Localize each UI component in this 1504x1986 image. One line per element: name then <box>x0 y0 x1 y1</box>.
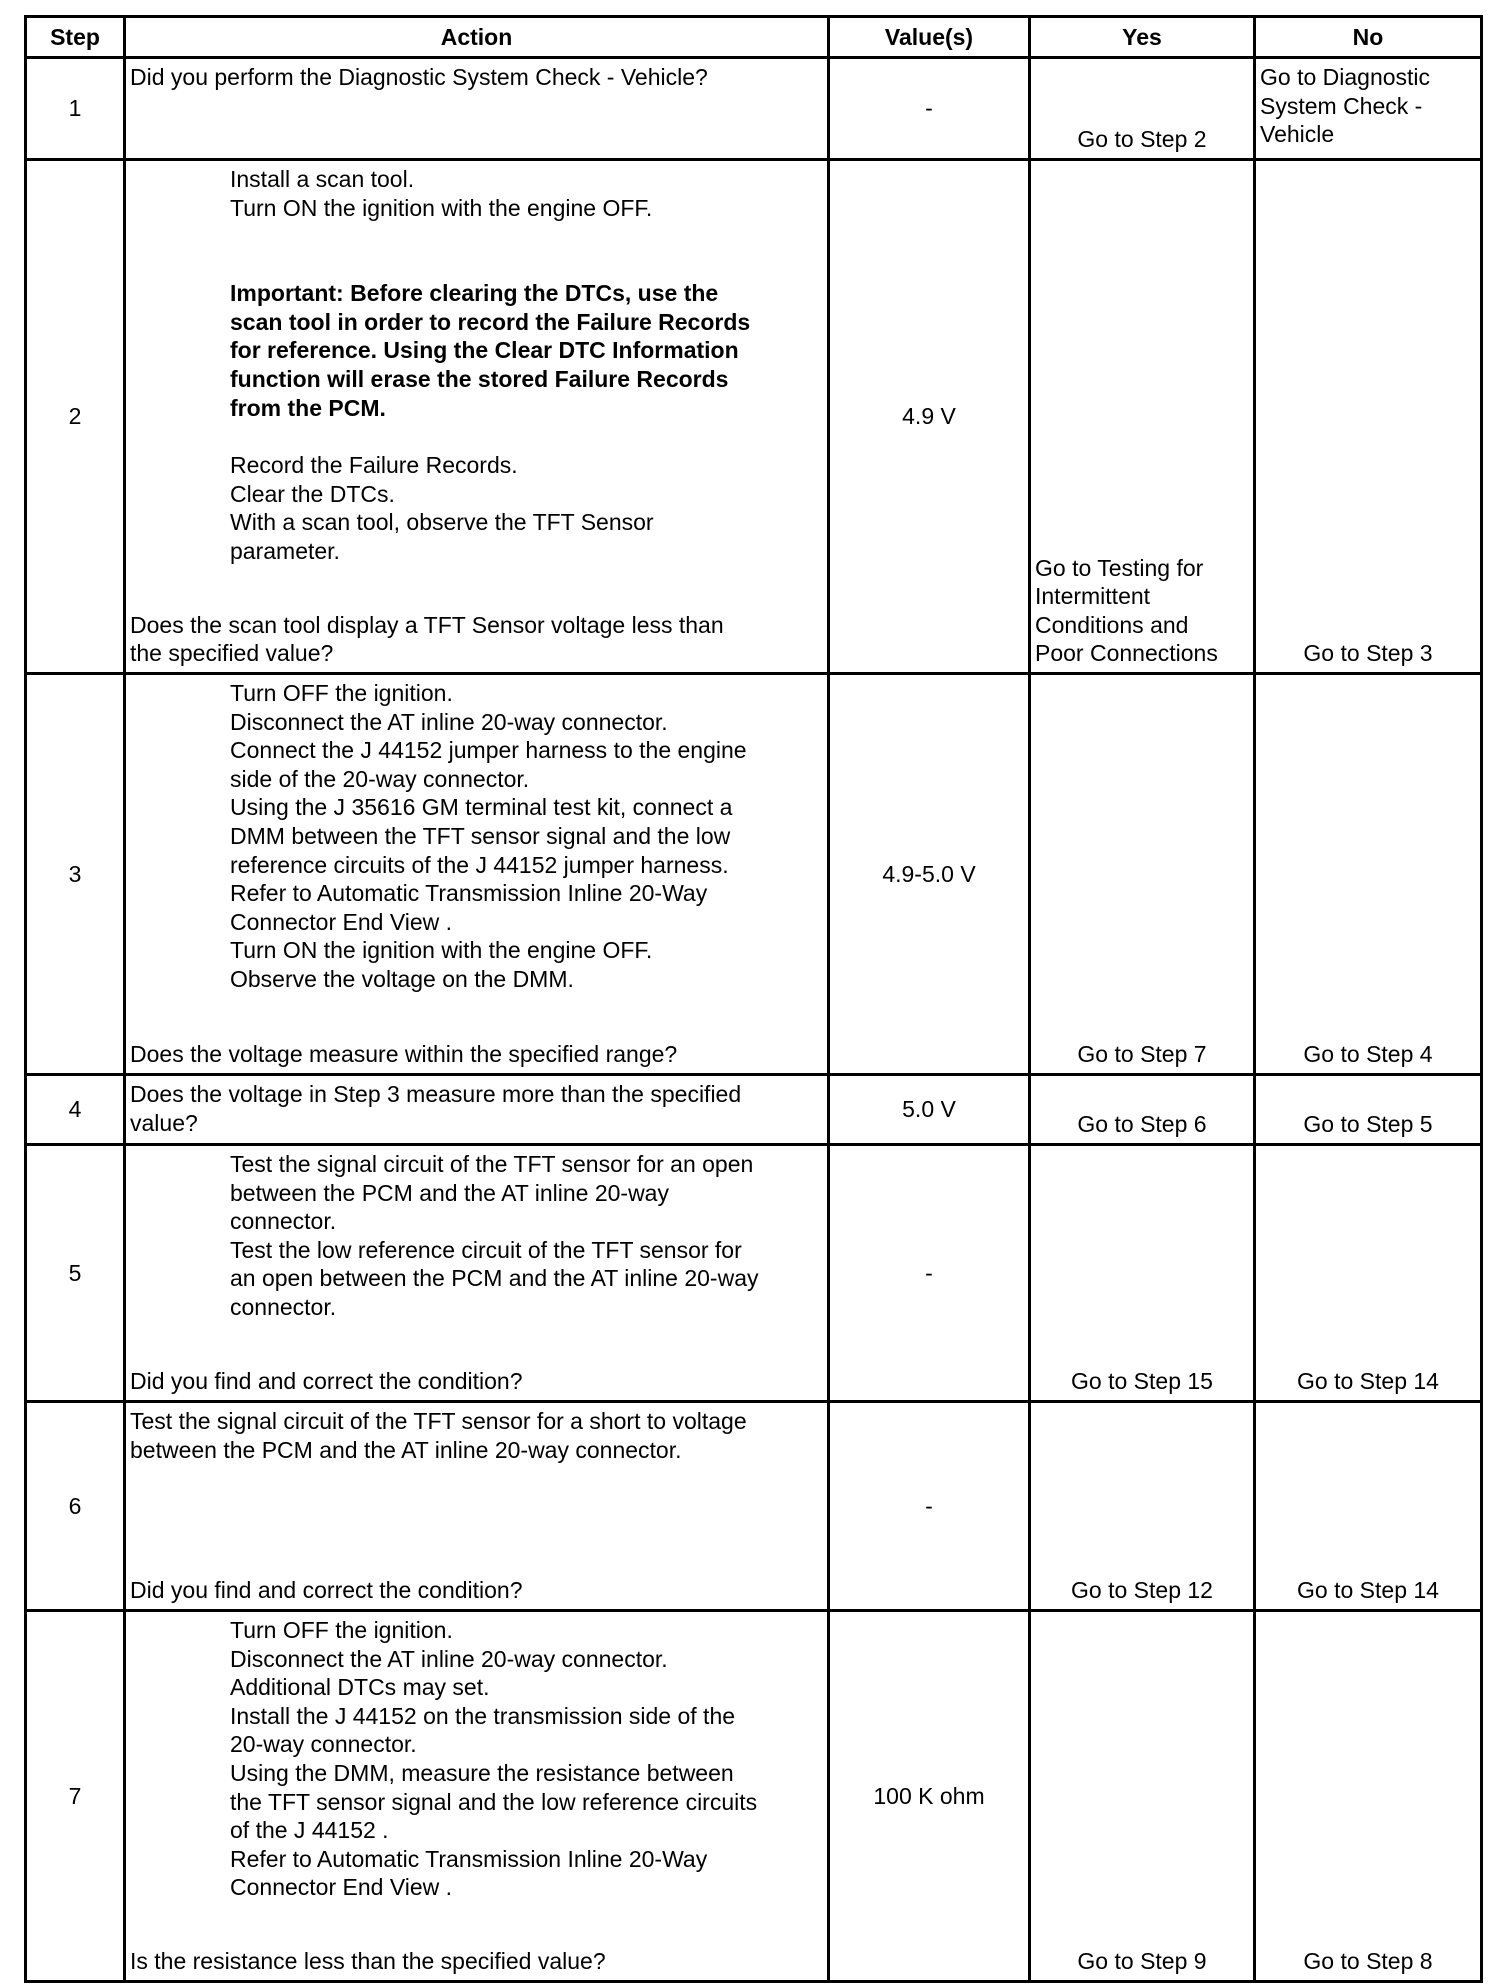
instruction-list: Record the Failure Records. Clear the DTCs. With a scan tool, observe the TFT Sensor parameter. <box>230 452 654 564</box>
no-cell: Go to Diagnostic System Check - Vehicle <box>1255 58 1482 160</box>
step-number: 5 <box>26 1145 125 1402</box>
step-number: 2 <box>26 160 125 674</box>
no-cell: Go to Step 3 <box>1255 160 1482 674</box>
action-cell <box>125 1075 829 1145</box>
header-no: No <box>1255 17 1482 58</box>
table-row-step-4 <box>26 1075 1482 1145</box>
yes-cell: Go to Step 12 <box>1030 1402 1255 1611</box>
yes-cell: Go to Step 15 <box>1030 1145 1255 1402</box>
header-row <box>26 17 1482 58</box>
step-number: 7 <box>26 1611 125 1982</box>
action-cell <box>125 160 829 674</box>
question: Does the voltage measure within the specified range? <box>130 1041 678 1068</box>
no-cell: Go to Step 8 <box>1255 1611 1482 1982</box>
yes-cell: Go to Step 9 <box>1030 1611 1255 1982</box>
question: Did you perform the Diagnostic System Check - Vehicle? <box>130 64 708 90</box>
instruction-list: Turn OFF the ignition. Disconnect the AT inline 20-way connector. Additional DTCs may set. Install the J 44152 on the transmission side of the 20-way connector. Using the DMM, measure the resistance between the TFT sensor signal and the low reference circuits of the J 44152 . Refer to Automatic Transmission Inline 20-Way Connector End View . <box>230 1617 758 1901</box>
table-row-step-2 <box>26 160 1482 674</box>
instruction-list: Install a scan tool. Turn ON the ignition with the engine OFF. <box>230 166 653 221</box>
value-cell: - <box>829 1145 1030 1402</box>
step-number: 4 <box>26 1075 125 1145</box>
yes-cell: Go to Step 7 <box>1030 674 1255 1075</box>
table-row-step-1 <box>26 58 1482 160</box>
value-cell: 5.0 V <box>829 1075 1030 1145</box>
header-yes: Yes <box>1030 17 1255 58</box>
diagnostic-table <box>24 15 1483 1983</box>
yes-cell: Go to Step 2 <box>1030 58 1255 160</box>
table-row-step-6 <box>26 1402 1482 1611</box>
yes-cell: Go to Testing for Intermittent Conditions and Poor Connections <box>1030 160 1255 674</box>
table-row-step-7 <box>26 1611 1482 1982</box>
step-number: 3 <box>26 674 125 1075</box>
step-number: 6 <box>26 1402 125 1611</box>
step-number: 1 <box>26 58 125 160</box>
action-cell <box>125 58 829 160</box>
value-cell: - <box>829 58 1030 160</box>
instruction-text: Test the signal circuit of the TFT sensor for a short to voltage between the PCM and the AT inline 20-way connector. <box>130 1408 747 1463</box>
action-cell <box>125 1611 829 1982</box>
question: Did you find and correct the condition? <box>130 1368 523 1395</box>
instruction-list: Test the signal circuit of the TFT sensor for an open between the PCM and the AT inline 20-way connector. Test the low reference circuit of the TFT sensor for an open between the PCM and the AT inline 20-way connector. <box>230 1151 759 1320</box>
header-values: Value(s) <box>829 17 1030 58</box>
question: Does the voltage in Step 3 measure more than the specified value? <box>130 1081 742 1136</box>
header-action: Action <box>125 17 829 58</box>
table-row-step-5 <box>26 1145 1482 1402</box>
value-cell: 4.9 V <box>829 160 1030 674</box>
action-cell <box>125 674 829 1075</box>
question: Does the scan tool display a TFT Sensor voltage less than the specified value? <box>130 611 724 667</box>
table-row-step-3 <box>26 674 1482 1075</box>
action-cell <box>125 1145 829 1402</box>
no-cell: Go to Step 5 <box>1255 1075 1482 1145</box>
important-note: Important: Before clearing the DTCs, use the scan tool in order to record the Failure Records for reference. Using the Clear DTC Information function will erase the stored Failure Records from the PCM. <box>230 280 751 421</box>
no-cell: Go to Step 14 <box>1255 1402 1482 1611</box>
value-cell: 100 K ohm <box>829 1611 1030 1982</box>
no-cell: Go to Step 4 <box>1255 674 1482 1075</box>
value-cell: - <box>829 1402 1030 1611</box>
header-step: Step <box>26 17 125 58</box>
action-cell <box>125 1402 829 1611</box>
instruction-list: Turn OFF the ignition. Disconnect the AT inline 20-way connector. Connect the J 44152 jumper harness to the engine side of the 20-way connector. Using the J 35616 GM terminal test kit, connect a DMM between the TFT sensor signal and the low reference circuits of the J 44152 jumper harness. Refer to Automatic Transmission Inline 20-Way Connector End View . Turn ON the ignition with the engine OFF. Observe the voltage on the DMM. <box>230 680 747 992</box>
yes-cell: Go to Step 6 <box>1030 1075 1255 1145</box>
question: Did you find and correct the condition? <box>130 1577 523 1604</box>
question: Is the resistance less than the specified value? <box>130 1948 606 1975</box>
no-cell: Go to Step 14 <box>1255 1145 1482 1402</box>
value-cell: 4.9-5.0 V <box>829 674 1030 1075</box>
